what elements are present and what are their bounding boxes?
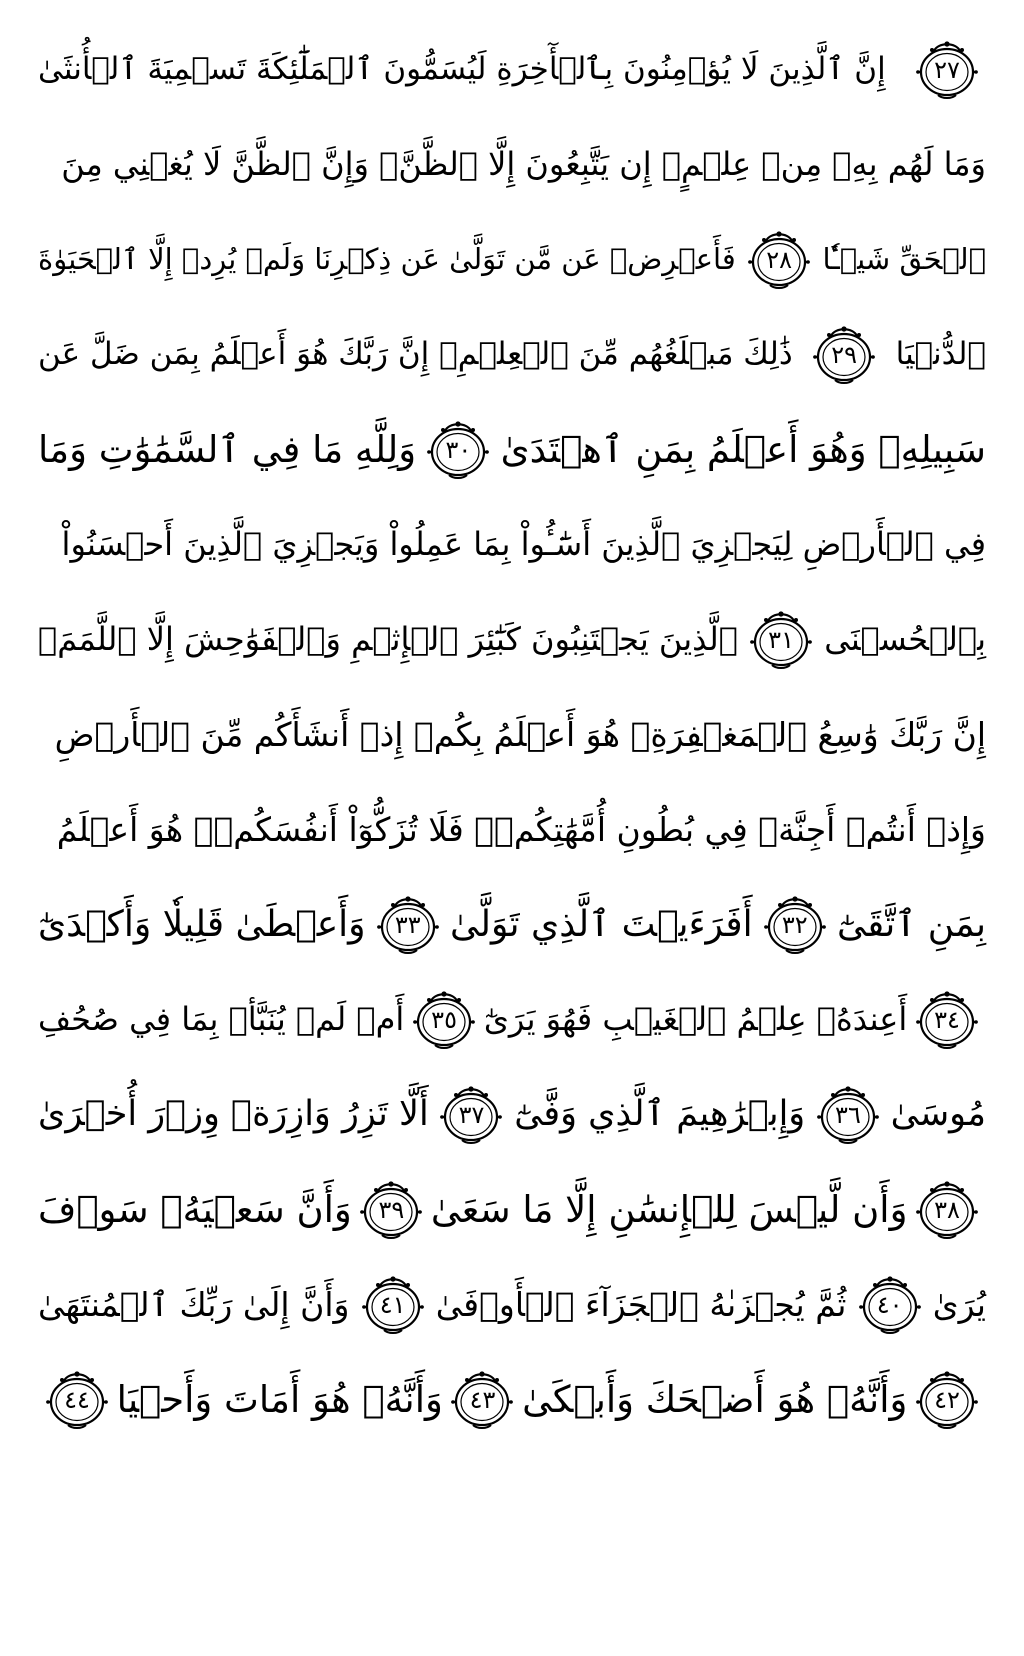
text-line bbox=[38, 1352, 986, 1447]
ayah-number-marker bbox=[449, 1369, 515, 1431]
ayah-number-marker bbox=[375, 894, 441, 956]
verse-text: يُرَىٰ bbox=[932, 1285, 986, 1324]
verse-text: ذَٰلِكَ مَبۡلَغُهُم مِّنَ ٱلۡعِلۡمِۚ إِنَّ رَبَّكَ هُوَ أَعۡلَمُ بِمَن ضَلَّ عَن bbox=[38, 336, 793, 372]
verse-text: ثُمَّ يُجۡزَىٰهُ ٱلۡجَزَآءَ ٱلۡأَوۡفَىٰ bbox=[435, 1285, 847, 1324]
text-line bbox=[38, 877, 986, 972]
ayah-number: ٣٥ bbox=[431, 1005, 457, 1034]
verse-text: سَبِيلِهِۦ وَهُوَ أَعۡلَمُ بِمَنِ ٱهۡتَدَىٰ bbox=[500, 428, 986, 471]
verse-text: وَأَنَّهُۥ هُوَ أَضۡحَكَ وَأَبۡكَىٰ bbox=[522, 1378, 908, 1421]
verse-text: ٱلۡحَقِّ شَيۡـٔٗا bbox=[822, 242, 986, 276]
ayah-number: ٢٧ bbox=[934, 55, 960, 84]
verse-text: أَفَرَءَيۡتَ ٱلَّذِي تَوَلَّىٰ bbox=[449, 904, 753, 945]
ayah-number-marker bbox=[360, 1274, 426, 1336]
text-line bbox=[38, 497, 986, 592]
verse-text: ٱلَّذِينَ يَجۡتَنِبُونَ كَبَٰٓئِرَ ٱلۡإِثۡمِ وَٱلۡفَوَٰحِشَ إِلَّا ٱللَّمَمَۚ bbox=[38, 620, 738, 658]
verse-text: وَإِذۡ أَنتُمۡ أَجِنَّةٞ فِي بُطُونِ أُمَّهَٰتِكُمۡۖ فَلَا تُزَكُّوٓاْ أَنفُسَكُمۡۖ هُوَ أَعۡلَمُ bbox=[56, 810, 986, 849]
text-line bbox=[38, 1162, 986, 1257]
ayah-number-marker bbox=[438, 1084, 504, 1146]
ayah-number: ٣٩ bbox=[378, 1195, 405, 1224]
ayah-number: ٣٧ bbox=[458, 1100, 485, 1129]
ayah-number-marker bbox=[914, 1179, 980, 1241]
ayah-number-marker bbox=[815, 1084, 881, 1146]
verse-text: ٱلدُّنۡيَا bbox=[895, 336, 986, 372]
ayah-number: ٣٠ bbox=[445, 435, 472, 464]
verse-text: إِنَّ رَبَّكَ وَٰسِعُ ٱلۡمَغۡفِرَةِۚ هُوَ أَعۡلَمُ بِكُمۡ إِذۡ أَنشَأَكُم مِّنَ ٱلۡأَرۡضِ bbox=[54, 715, 986, 754]
ayah-number: ٣٨ bbox=[934, 1195, 960, 1224]
ayah-number: ٣٤ bbox=[934, 1005, 960, 1034]
ayah-number-marker bbox=[746, 229, 812, 291]
text-line bbox=[38, 687, 986, 782]
verse-text: فَأَعۡرِضۡ عَن مَّن تَوَلَّىٰ عَن ذِكۡرِنَا وَلَمۡ يُرِدۡ إِلَّا ٱلۡحَيَوٰةَ bbox=[38, 242, 736, 276]
verse-text: وَأَنَّ إِلَىٰ رَبِّكَ ٱلۡمُنتَهَىٰ bbox=[38, 1285, 350, 1324]
verse-text: وَلِلَّهِ مَا فِي ٱلسَّمَٰوَٰتِ وَمَا bbox=[38, 428, 417, 471]
quran-text-block bbox=[38, 22, 986, 1642]
text-line bbox=[38, 972, 986, 1067]
text-line bbox=[38, 307, 986, 402]
ayah-number: ٤٤ bbox=[64, 1385, 90, 1414]
verse-text: وَأَنَّهُۥ هُوَ أَمَاتَ وَأَحۡيَا bbox=[116, 1378, 443, 1421]
verse-text: بِمَنِ ٱتَّقَىٰٓ bbox=[836, 904, 986, 945]
ayah-number-marker bbox=[914, 1369, 980, 1431]
text-line bbox=[38, 592, 986, 687]
ayah-number: ٤١ bbox=[379, 1290, 406, 1319]
verse-text: إِنَّ ٱلَّذِينَ لَا يُؤۡمِنُونَ بِٱلۡأٓخِرَةِ لَيُسَمُّونَ ٱلۡمَلَٰٓئِكَةَ تَسۡمِيَةَ ٱلۡأُنثَىٰ bbox=[38, 51, 886, 87]
verse-text: مُوسَىٰ bbox=[890, 1094, 986, 1134]
verse-text: وَإِبۡرَٰهِيمَ ٱلَّذِي وَفَّىٰٓ bbox=[514, 1094, 806, 1134]
text-line bbox=[38, 1257, 986, 1352]
text-line bbox=[38, 22, 986, 117]
text-line bbox=[38, 117, 986, 212]
verse-text: وَأَعۡطَىٰ قَلِيلٗا وَأَكۡدَىٰٓ bbox=[38, 904, 366, 945]
ayah-number-marker bbox=[857, 1274, 923, 1336]
verse-text: أَعِندَهُۥ عِلۡمُ ٱلۡغَيۡبِ فَهُوَ يَرَىٰٓ bbox=[483, 1000, 908, 1038]
verse-text: أَلَّا تَزِرُ وَازِرَةٞ وِزۡرَ أُخۡرَىٰ bbox=[38, 1094, 429, 1134]
ayah-number: ٤٢ bbox=[934, 1385, 960, 1414]
ayah-number: ٤٣ bbox=[469, 1385, 496, 1414]
ayah-number: ٣٣ bbox=[394, 910, 421, 939]
ayah-number-marker bbox=[411, 989, 477, 1051]
verse-text: أَمۡ لَمۡ يُنَبَّأۡ بِمَا فِي صُحُفِ bbox=[38, 1000, 405, 1038]
ayah-number-marker bbox=[914, 39, 980, 101]
ayah-number: ٤٠ bbox=[876, 1290, 903, 1319]
ayah-number: ٢٨ bbox=[766, 245, 792, 274]
ayah-number-marker bbox=[811, 324, 877, 386]
ayah-number-marker bbox=[358, 1179, 424, 1241]
ayah-number-marker bbox=[425, 419, 491, 481]
verse-text: وَمَا لَهُم بِهِۦ مِنۡ عِلۡمٍۖ إِن يَتَّبِعُونَ إِلَّا ٱلظَّنَّۖ وَإِنَّ ٱلظَّنَّ لَا يُغۡنِي مِنَ bbox=[61, 145, 986, 183]
verse-text: بِٱلۡحُسۡنَى bbox=[824, 620, 986, 658]
verse-text: فِي ٱلۡأَرۡضِ لِيَجۡزِيَ ٱلَّذِينَ أَسَٰٓـُٔواْ بِمَا عَمِلُواْ وَيَجۡزِيَ ٱلَّذِينَ أَحۡسَنُواْ bbox=[61, 525, 986, 563]
ayah-number-marker bbox=[44, 1369, 110, 1431]
verse-text: وَأَن لَّيۡسَ لِلۡإِنسَٰنِ إِلَّا مَا سَعَىٰ bbox=[430, 1188, 908, 1231]
text-line bbox=[38, 782, 986, 877]
verse-text: وَأَنَّ سَعۡيَهُۥ سَوۡفَ bbox=[38, 1188, 352, 1231]
text-line bbox=[38, 212, 986, 307]
ayah-number-marker bbox=[762, 894, 828, 956]
ayah-number: ٣١ bbox=[768, 625, 794, 654]
ayah-number-marker bbox=[748, 609, 814, 671]
ayah-number: ٣٦ bbox=[835, 1100, 861, 1129]
ayah-number-marker bbox=[914, 989, 980, 1051]
text-line bbox=[38, 1067, 986, 1162]
ayah-number: ٢٩ bbox=[831, 340, 858, 369]
ayah-number: ٣٢ bbox=[781, 910, 808, 939]
text-line bbox=[38, 402, 986, 497]
